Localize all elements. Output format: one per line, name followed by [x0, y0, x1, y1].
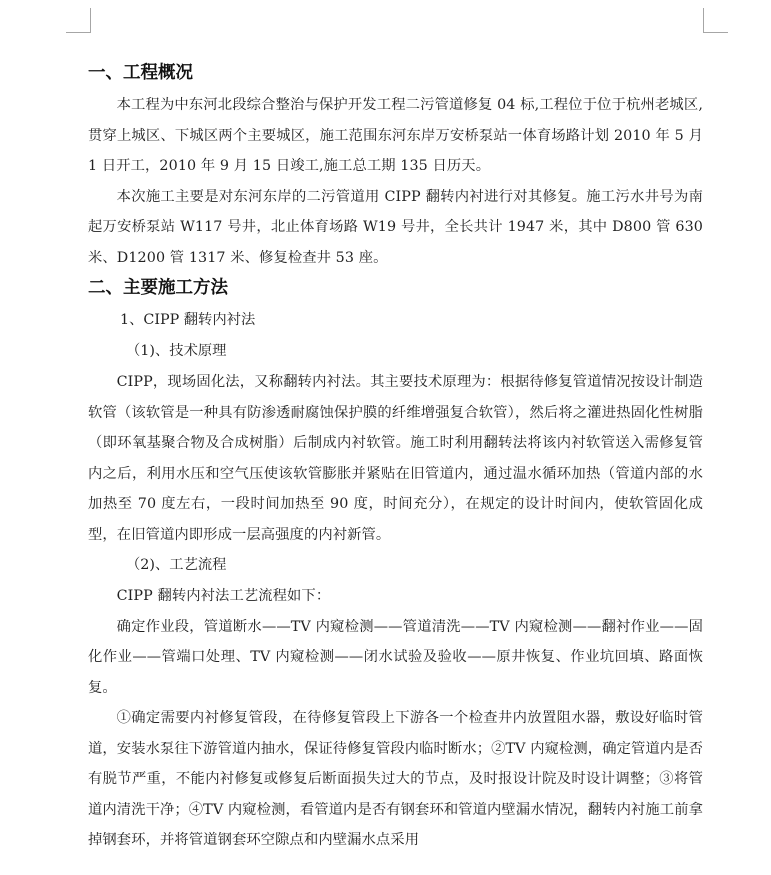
section-1-heading: 一、工程概况 [88, 63, 193, 83]
principle-paragraph: CIPP，现场固化法，又称翻转内衬法。其主要技术原理为：根据待修复管道情况按设计制造软管（该软管是一种具有防渗透耐腐蚀保护膜的纤维增强复合软管），然后将之灌进热固化性树脂（即环氧基聚合物及合成树脂）后制成内衬软管。施工时利用翻转法将该内衬软管送入需修复管内之后，利用水压和空气压使该软管膨胀并紧贴在旧管道内，通过温水循环加热（管道内部的水加热至 70 度左右，一段时间加热至 90 度，时间充分），在规定的设计时间内，使软管固化成型，在旧管道内即形成一层高强度的内衬新管。 [88, 374, 703, 543]
process-intro: CIPP 翻转内衬法工艺流程如下： [116, 588, 331, 604]
section-1-paragraph-2: 本次施工主要是对东河东岸的二污管道用 CIPP 翻转内衬进行对其修复。施工污水井号为南起万安桥泵站 W117 号井，北止体育场路 W19 号井，全长共计 1947 米，其中 D800 管 630 米、D1200 管 1317 米、修复检查井 53 座。 [88, 188, 703, 266]
process-steps-paragraph: ①确定需要内衬修复管段，在待修复管段上下游各一个检查井内放置阻水器，敷设好临时管道，安装水泵往下游管道内抽水，保证待修复管段内临时断水；②TV 内窥检测，确定管道内是否有脱节严重，不能内衬修复或修复后断面损失过大的节点，及时报设计院及时设计调整；③将管道内清洗干净；④TV 内窥检测，看管道内是否有钢套环和管道内壁漏水情况，翻转内衬施工前拿掉钢套环，并将管道钢套环空隙点和内壁漏水点采用 [88, 710, 703, 848]
page-corner-mark-left [66, 8, 91, 33]
subsection-cipp-title: 1、CIPP 翻转内衬法 [120, 312, 256, 328]
subsection-principle-title: （1)、技术原理 [126, 343, 227, 359]
section-2-heading: 二、主要施工方法 [88, 278, 228, 298]
page-corner-mark-right [703, 8, 728, 33]
section-1-paragraph-1: 本工程为中东河北段综合整治与保护开发工程二污管道修复 04 标,工程位于位于杭州老城区,贯穿上城区、下城区两个主要城区，施工范围东河东岸万安桥泵站一体育场路计划 2010 年 5 月 1 日开工，2010 年 9 月 15 日竣工,施工总工期 135 日历天。 [88, 97, 703, 174]
process-flow-paragraph: 确定作业段，管道断水——TV 内窥检测——管道清洗——TV 内窥检测——翻衬作业——固化作业——管端口处理、TV 内窥检测——闭水试验及验收——原井恢复、作业坑回填、路面恢复。 [88, 618, 703, 696]
subsection-process-title: （2)、工艺流程 [126, 557, 227, 573]
document-page [88, 58, 703, 856]
